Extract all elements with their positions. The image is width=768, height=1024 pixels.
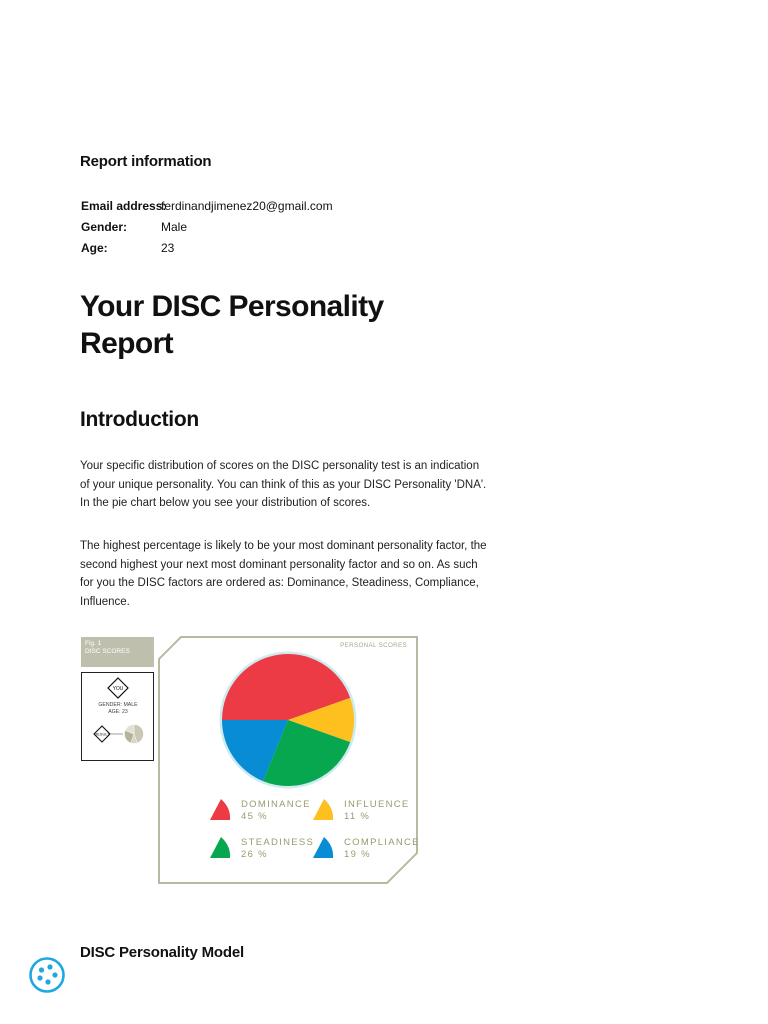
legend-label-influence: INFLUENCE xyxy=(344,799,410,810)
legend-label-compliance: COMPLIANCE xyxy=(344,837,420,848)
legend-value-compliance: 19 % xyxy=(344,849,371,860)
legend-entry-steadiness xyxy=(241,837,314,861)
legend-entry-influence xyxy=(344,799,410,823)
legend-label-steadiness: STEADINESS xyxy=(241,837,315,848)
intro-paragraph-2: The highest percentage is likely to be your most dominant personality factor, the second highest your next most dominant personality factor and so on. As such for you the DISC factors are ordered as: Dominance, Steadiness, Compliance, Influence. xyxy=(80,540,487,609)
disc-model-heading: DISC Personality Model xyxy=(80,944,244,961)
figure-title: DISC SCORES xyxy=(85,648,130,655)
report-info-heading: Report information xyxy=(80,153,212,170)
figure-label xyxy=(81,637,154,667)
page-title: Your DISC Personality Report xyxy=(80,290,384,360)
gender-line: GENDER: MALE xyxy=(98,702,138,708)
gender-value: Male xyxy=(161,220,188,234)
app-logo-icon[interactable] xyxy=(28,956,66,994)
you-badge-text: YOU xyxy=(112,686,124,693)
age-label: Age: xyxy=(81,241,108,255)
age-value: 23 xyxy=(161,241,175,255)
legend-entry-compliance xyxy=(344,837,420,861)
legend-value-influence: 11 % xyxy=(344,811,371,822)
legend-value-dominance: 45 % xyxy=(241,811,268,822)
legend-value-steadiness: 26 % xyxy=(241,849,268,860)
age-line: AGE: 23 xyxy=(108,709,128,715)
legend-swatch-compliance xyxy=(311,836,335,860)
legend-swatch-steadiness xyxy=(208,836,232,860)
email-label: Email address: xyxy=(81,199,167,213)
legend-label-dominance: DOMINANCE xyxy=(241,799,311,810)
legend-swatch-dominance xyxy=(208,798,232,822)
introduction-heading: Introduction xyxy=(80,408,199,431)
you-badge-icon xyxy=(108,678,128,698)
figure-number: Fig. 1 xyxy=(85,640,102,647)
intro-paragraph-1: Your specific distribution of scores on the DISC personality test is an indication of your unique personality. You can think of this as your DISC Personality 'DNA'. In the pie chart below you see your distribution of scores. xyxy=(80,460,487,510)
mini-pie-icon xyxy=(125,725,144,744)
email-value: ferdinandjimenez20@gmail.com xyxy=(161,199,333,213)
gender-label: Gender: xyxy=(81,220,128,234)
result-badge-icon xyxy=(94,726,123,742)
profile-legend-graphic xyxy=(82,673,152,759)
pie-chart xyxy=(220,652,357,789)
result-badge-text: RESULT xyxy=(94,731,110,737)
profile-legend-card xyxy=(81,672,154,761)
legend-entry-dominance xyxy=(241,799,311,823)
panel-label: PERSONAL SCORES xyxy=(340,642,407,649)
legend-swatch-influence xyxy=(311,798,335,822)
